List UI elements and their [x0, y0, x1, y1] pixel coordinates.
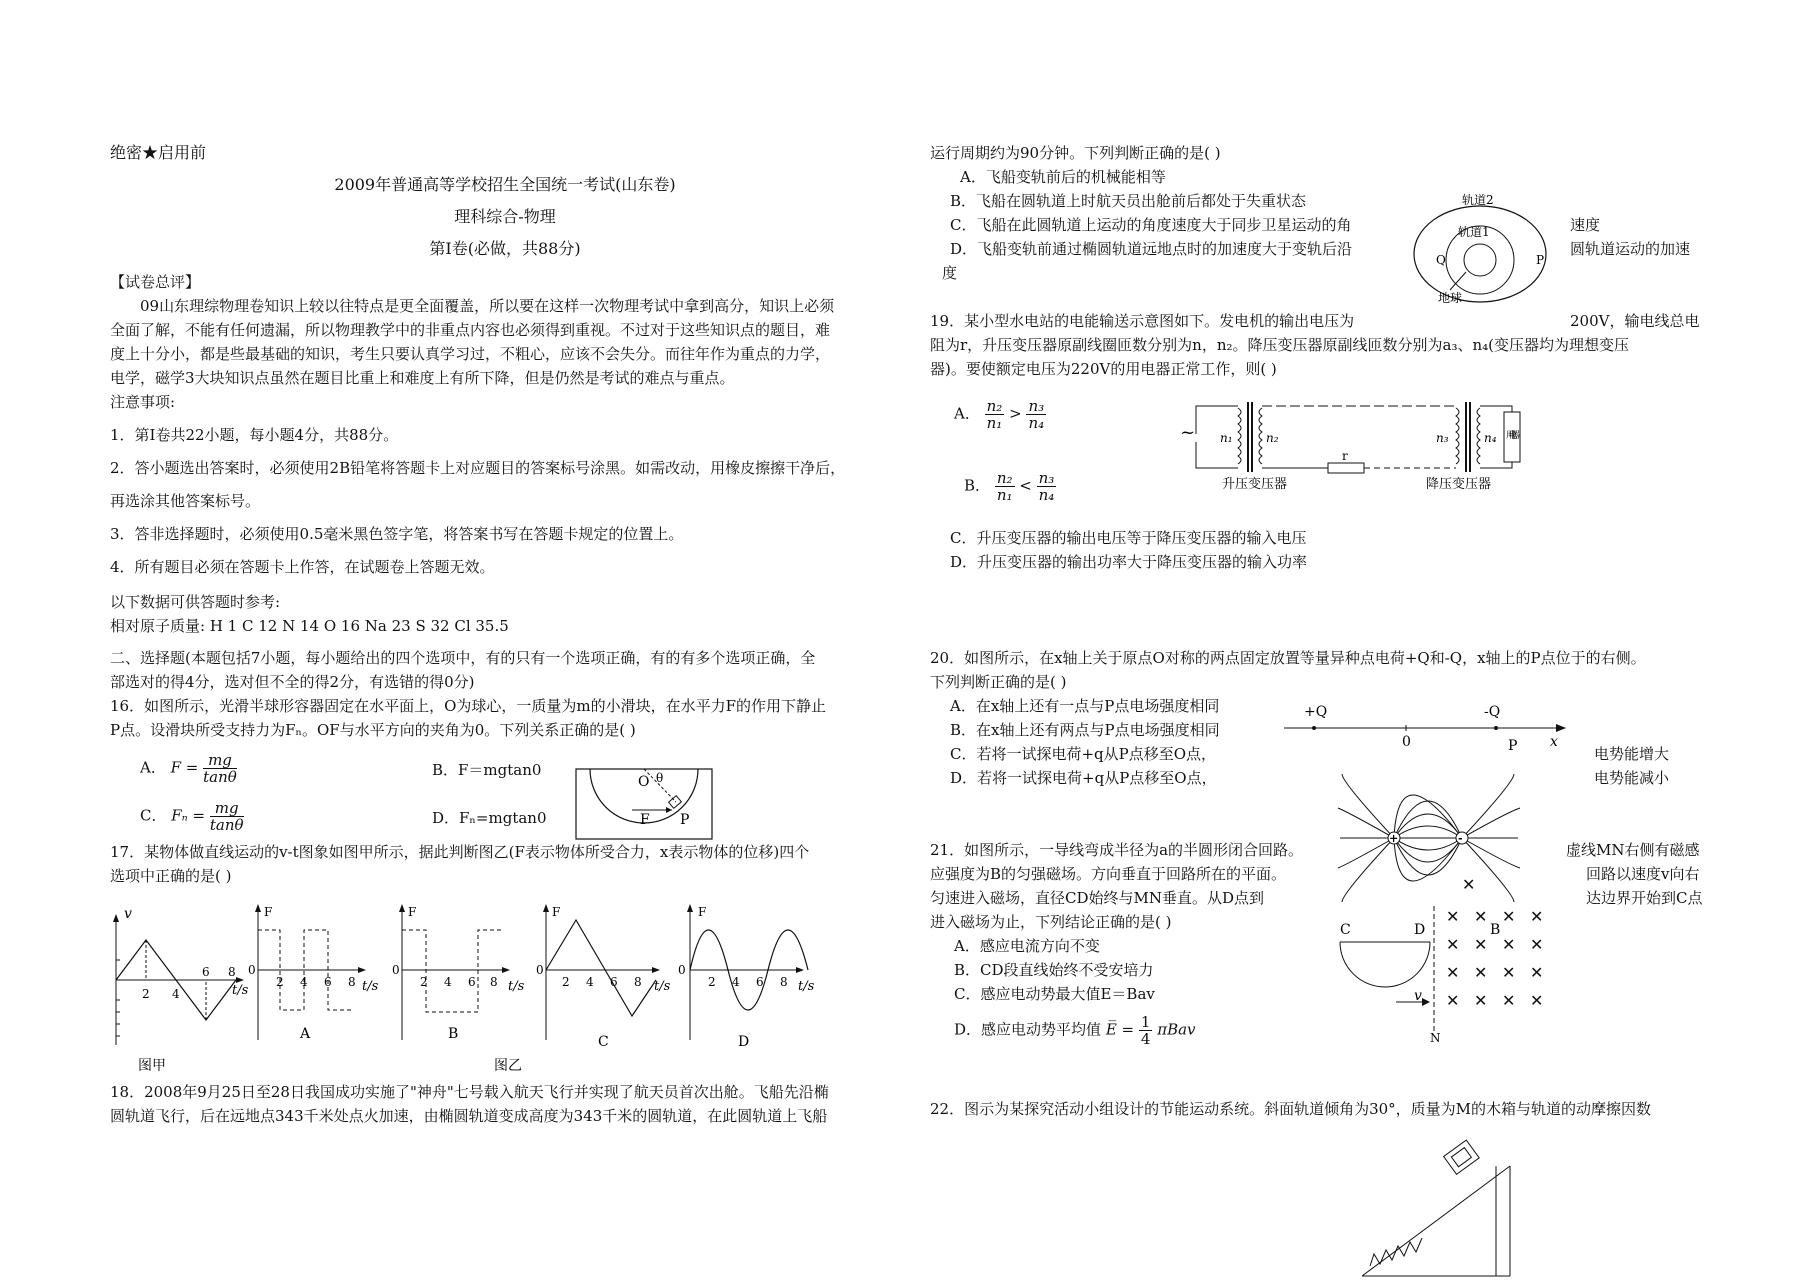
q18-option-c: C．飞船在此圆轨道上运动的角度速度大于同步卫星运动的角: [950, 216, 1352, 234]
ac-source-icon: ~: [1180, 422, 1196, 443]
q18-stem: 运行周期约为90分钟。下列判断正确的是( ): [930, 144, 1221, 162]
hemisphere-figure: [576, 766, 716, 842]
q20-option-b: B．在x轴上还有两点与P点电场强度相同: [950, 721, 1220, 739]
q21-option-b: B．CD段直线始终不受安培力: [954, 961, 1154, 979]
ref-title: 以下数据可供答题时参考:: [110, 593, 281, 611]
q20-option-c-tail: 电势能增大: [1594, 745, 1670, 763]
svg-text:✕: ✕: [1474, 991, 1488, 1010]
label-orbit1: 轨道1: [1458, 225, 1490, 239]
tick-label: 6: [324, 975, 332, 989]
graph-a: [248, 904, 379, 1042]
tick-label: 8: [348, 975, 356, 989]
label-F: F: [640, 812, 650, 828]
q18-option-d: D．飞船变轨前通过椭圆轨道远地点时的加速度大于变轨后沿: [950, 240, 1353, 258]
section2-line: 部选对的得4分，选对但不全的得2分，有选错的得0分): [110, 673, 475, 691]
q19-option-c: C．升压变压器的输出电压等于降压变压器的输入电压: [950, 529, 1307, 547]
svg-text:✕: ✕: [1446, 935, 1460, 954]
axis-label-t: t/s: [232, 983, 249, 998]
q21-stem: 达边界开始到C点: [1586, 889, 1703, 907]
label-minus-q: -Q: [1484, 704, 1501, 720]
label-step-up: 升压变压器: [1222, 477, 1288, 492]
tick-label: 8: [780, 975, 788, 989]
option-label-d: D: [738, 1034, 750, 1050]
label-plus-q: +Q: [1304, 704, 1328, 720]
axis-label-t: t/s: [798, 979, 815, 994]
section-title: 第Ⅰ卷(必做，共88分): [429, 239, 581, 258]
tick-label: 8: [634, 975, 642, 989]
q22-stem: 22．图示为某探究活动小组设计的节能运动系统。斜面轨道倾角为30°，质量为M的木箱与轨道的动摩擦因数: [930, 1100, 1652, 1118]
note-item: 3．答非选择题时，必须使用0.5毫米黑色签字笔，将答案书写在答题卡规定的位置上。: [110, 525, 684, 543]
svg-text:✕: ✕: [1530, 991, 1544, 1010]
axis-label-t: t/s: [654, 979, 671, 994]
q21-stem: 进入磁场为止，下列结论正确的是( ): [930, 913, 1172, 931]
q20-option-c: C．若将一试探电荷+q从P点移至O点，: [950, 745, 1217, 763]
tick-label: 6: [202, 965, 210, 979]
label-n3: n₃: [1436, 431, 1449, 445]
q16-option-a: A． F = $\frac{mg}{\tan\theta}$: [140, 751, 237, 786]
label-earth: 地球: [1438, 291, 1463, 305]
q17-stem: 选项中正确的是( ): [110, 867, 232, 885]
note-item: 4．所有题目必须在答题卡上作答，在试题卷上答题无效。: [110, 558, 495, 576]
svg-text:✕: ✕: [1474, 963, 1488, 982]
svg-text:✕: ✕: [1502, 907, 1516, 926]
note-item: 再选涂其他答案标号。: [110, 492, 261, 510]
caption-jia: 图甲: [138, 1058, 166, 1074]
label-n1: n₁: [1220, 431, 1233, 445]
review-line: 度上十分小，都是些最基础的知识，考生只要认真学习过，不粗心，应该不会失分。而往年作为重点的力学，: [110, 345, 831, 363]
q18-option-d-tail: 圆轨道运动的加速: [1570, 240, 1691, 258]
note-item: 1．第Ⅰ卷共22小题，每小题4分，共88分。: [110, 426, 399, 444]
tick-label: 4: [732, 975, 740, 989]
label-step-down: 降压变压器: [1426, 477, 1492, 492]
field-crosses: [1446, 875, 1543, 1010]
q18-option-d-tail: 度: [942, 264, 958, 282]
label-origin: 0: [1402, 734, 1411, 750]
fraction: $\frac{1}{4}$: [1140, 1013, 1151, 1048]
label-P: P: [1536, 253, 1545, 267]
label-O: O: [638, 774, 650, 790]
tick-label: 2: [276, 975, 284, 989]
svg-text:✕: ✕: [1446, 991, 1460, 1010]
orbit-figure: [1406, 190, 1556, 308]
q17-figures: [110, 900, 900, 1075]
q18-option-c-tail: 速度: [1570, 216, 1601, 234]
q19-stem: 阻为r，升压变压器原副线圈匝数分别为n，n₂。降压变压器原副线匝数分别为a₃、n₄(变压器均为理想变压: [930, 336, 1629, 354]
fraction: $\frac{\text{n₃}}{\text{n₄}}$: [1038, 469, 1055, 504]
exam-title: 2009年普通高等学校招生全国统一考试(山东卷): [334, 175, 676, 194]
q19-stem: 器)。要使额定电压为220V的用电器正常工作，则( ): [930, 360, 1277, 378]
svg-text:✕: ✕: [1502, 991, 1516, 1010]
graph-jia: [113, 906, 249, 1074]
axis-label-t: t/s: [508, 979, 525, 994]
review-line: 09山东理综物理卷知识上较以往特点是更全面覆盖，所以要在这样一次物理考试中拿到高分，知识上必须: [140, 297, 835, 315]
tick-label: 6: [610, 975, 618, 989]
q21-stem: 回路以速度v向右: [1586, 865, 1700, 883]
fraction: $\frac{\text{n₃}}{\text{n₄}}$: [1028, 397, 1045, 432]
q16-stem: P点。设滑块所受支持力为Fₙ。OF与水平方向的夹角为0。下列关系正确的是( ): [110, 721, 636, 739]
q18-stem: 18．2008年9月25日至28日我国成功实施了"神舟"七号载入航天飞行并实现了航天员首次出舱。飞船先沿椭: [110, 1083, 829, 1101]
note-item: 2．答小题选出答案时，必须使用2B铅笔将答题卡上对应题目的答案标号涂黑。如需改动，用橡皮擦擦干净后，: [110, 459, 846, 477]
q16-stem: 16．如图所示，光滑半球形容器固定在水平面上，O为球心，一质量为m的小滑块，在水平力F的作用下静止: [110, 697, 827, 715]
q19-stem: 200V，输电线总电: [1570, 312, 1700, 330]
q18-option-a: A．飞船变轨前后的机械能相等: [960, 168, 1166, 186]
label-C: C: [1340, 922, 1351, 938]
load-label: 用电器: [1506, 431, 1520, 441]
svg-text:✕: ✕: [1502, 963, 1516, 982]
q21-stem: 匀速进入磁场，直径CD始终与MN垂直。从D点到: [930, 889, 1265, 907]
axis-label-v: v: [124, 906, 132, 922]
graph-b: [392, 904, 525, 1042]
tick-label: 2: [420, 975, 428, 989]
label-v: v: [1414, 988, 1422, 1004]
q21-option-a: A．感应电流方向不变: [954, 937, 1100, 955]
subject-title: 理科综合-物理: [454, 207, 556, 226]
review-line: 全面了解，不能有任何遗漏，所以物理教学中的非重点内容也必须得到重视。不过对于这些知识点的题目，难: [110, 321, 831, 339]
tick-label: 2: [142, 987, 150, 1001]
review-line: 电学，磁学3大块知识点虽然在题目比重上和难度上有所下降，但是仍然是考试的难点与重点。: [110, 369, 735, 387]
fraction: $\frac{mg}{\tan\theta}$: [209, 799, 244, 834]
label-B: B: [1490, 922, 1501, 938]
label-r: r: [1342, 449, 1348, 463]
label-P: P: [1508, 738, 1518, 754]
q18-stem: 圆轨道飞行，后在远地点343千米处点火加速，由椭圆轨道变成高度为343千米的圆轨道，在此圆轨道上飞船: [110, 1107, 828, 1125]
q21-stem: 虚线MN右侧有磁感: [1566, 841, 1700, 859]
label-N: N: [1430, 1031, 1441, 1045]
tick-label: 2: [562, 975, 570, 989]
positive-charge-icon: +: [1389, 832, 1399, 845]
q19-option-d: D．升压变压器的输出功率大于降压变压器的输入功率: [950, 553, 1308, 571]
svg-text:✕: ✕: [1474, 907, 1488, 926]
fraction: $\frac{\text{n₂}}{\text{n₁}}$: [986, 397, 1003, 432]
origin-label: 0: [248, 963, 256, 977]
q16-option-c: C． Fₙ = $\frac{mg}{\tan\theta}$: [140, 799, 244, 834]
label-n4: n₄: [1484, 431, 1497, 445]
caption-yi: 图乙: [494, 1058, 522, 1074]
tick-label: 8: [228, 965, 236, 979]
svg-text:✕: ✕: [1530, 963, 1544, 982]
svg-text:✕: ✕: [1462, 875, 1476, 894]
svg-text:✕: ✕: [1502, 935, 1516, 954]
transmission-figure: [1178, 398, 1528, 492]
svg-text:✕: ✕: [1530, 907, 1544, 926]
option-label-c: C: [598, 1034, 609, 1050]
q20-option-d: D．若将一试探电荷+q从P点移至O点，: [950, 769, 1217, 787]
q20-option-d-tail: 电势能减小: [1594, 769, 1670, 787]
ref-data: 相对原子质量: H 1 C 12 N 14 O 16 Na 23 S 32 Cl 35.5: [110, 617, 509, 635]
q16-option-b: B．F＝mgtan0: [432, 761, 542, 779]
svg-text:✕: ✕: [1446, 907, 1460, 926]
tick-label: 6: [756, 975, 764, 989]
q19-option-b: B． $\frac{\text{n₂}}{\text{n₁}}$ < $\frac{\text{n₃}}{\text{n₄}}$: [964, 469, 1055, 504]
q20-stem: 下列判断正确的是( ): [930, 673, 1067, 691]
option-label-a: A: [300, 1026, 311, 1042]
label-orbit2: 轨道2: [1462, 193, 1494, 207]
axis-label-t: t/s: [362, 979, 379, 994]
q20-stem: 20．如图所示，在x轴上关于原点O对称的两点固定放置等量异种点电荷+Q和-Q，x轴上的P点位于的右侧。: [930, 649, 1646, 667]
section2-line: 二、选择题(本题包括7小题，每小题给出的四个选项中，有的只有一个选项正确，有的有多个选项正确，全: [110, 649, 816, 667]
tick-label: 2: [708, 975, 716, 989]
axis-label-F: F: [552, 905, 561, 919]
svg-text:✕: ✕: [1474, 935, 1488, 954]
q21-stem: 应强度为B的匀强磁场。方向垂直于回路所在的平面。: [930, 865, 1287, 883]
q21-stem: 21．如图所示，一导线弯成半径为a的半圆形闭合回路。: [930, 841, 1304, 859]
svg-text:✕: ✕: [1530, 935, 1544, 954]
label-n2: n₂: [1266, 431, 1279, 445]
tick-label: 8: [490, 975, 498, 989]
axis-label-F: F: [264, 905, 273, 919]
q21-option-d: D．感应电动势平均值 E̅ = $\frac{1}{4}$ πBav: [954, 1013, 1196, 1048]
magnetic-figure: [1330, 875, 1560, 1045]
axis-figure: [1280, 700, 1570, 754]
axis-label-F: F: [408, 905, 417, 919]
secret-label: 绝密★启用前: [110, 143, 207, 162]
q17-stem: 17．某物体做直线运动的v-t图象如图甲所示，据此判断图乙(F表示物体所受合力，x表示物体的位移)四个: [110, 843, 810, 861]
q16-option-d: D．Fₙ=mgtan0: [432, 809, 547, 827]
negative-charge-icon: -: [1458, 832, 1463, 845]
tick-label: 4: [586, 975, 594, 989]
q19-option-a: A． $\frac{\text{n₂}}{\text{n₁}}$ > $\frac{\text{n₃}}{\text{n₄}}$: [954, 397, 1045, 432]
notes-title: 注意事项:: [110, 393, 176, 411]
fraction: $\frac{\text{n₂}}{\text{n₁}}$: [996, 469, 1013, 504]
graph-c: [536, 904, 671, 1050]
label-D: D: [1414, 922, 1426, 938]
option-label-b: B: [448, 1026, 459, 1042]
tick-label: 6: [468, 975, 476, 989]
q18-option-b: B．飞船在圆轨道上时航天员出舱前后都处于失重状态: [950, 192, 1307, 210]
fraction: $\frac{mg}{\tan\theta}$: [203, 751, 237, 786]
axis-label-F: F: [698, 905, 707, 919]
origin-label: 0: [678, 963, 686, 977]
tick-label: 4: [172, 987, 180, 1001]
tick-label: 4: [444, 975, 452, 989]
origin-label: 0: [536, 963, 544, 977]
q19-stem: 19．某小型水电站的电能输送示意图如下。发电机的输出电压为: [930, 312, 1355, 330]
label-P: P: [680, 812, 690, 828]
q21-option-c: C．感应电动势最大值E＝Bav: [954, 985, 1155, 1003]
q20-option-a: A．在x轴上还有一点与P点电场强度相同: [950, 697, 1220, 715]
origin-label: 0: [392, 963, 400, 977]
svg-text:✕: ✕: [1446, 963, 1460, 982]
label-theta: θ: [656, 771, 664, 785]
incline-figure: [1360, 1130, 1520, 1278]
label-x: x: [1550, 734, 1558, 750]
review-title: 【试卷总评】: [110, 273, 201, 291]
label-Q: Q: [1436, 253, 1446, 267]
tick-label: 4: [300, 975, 308, 989]
